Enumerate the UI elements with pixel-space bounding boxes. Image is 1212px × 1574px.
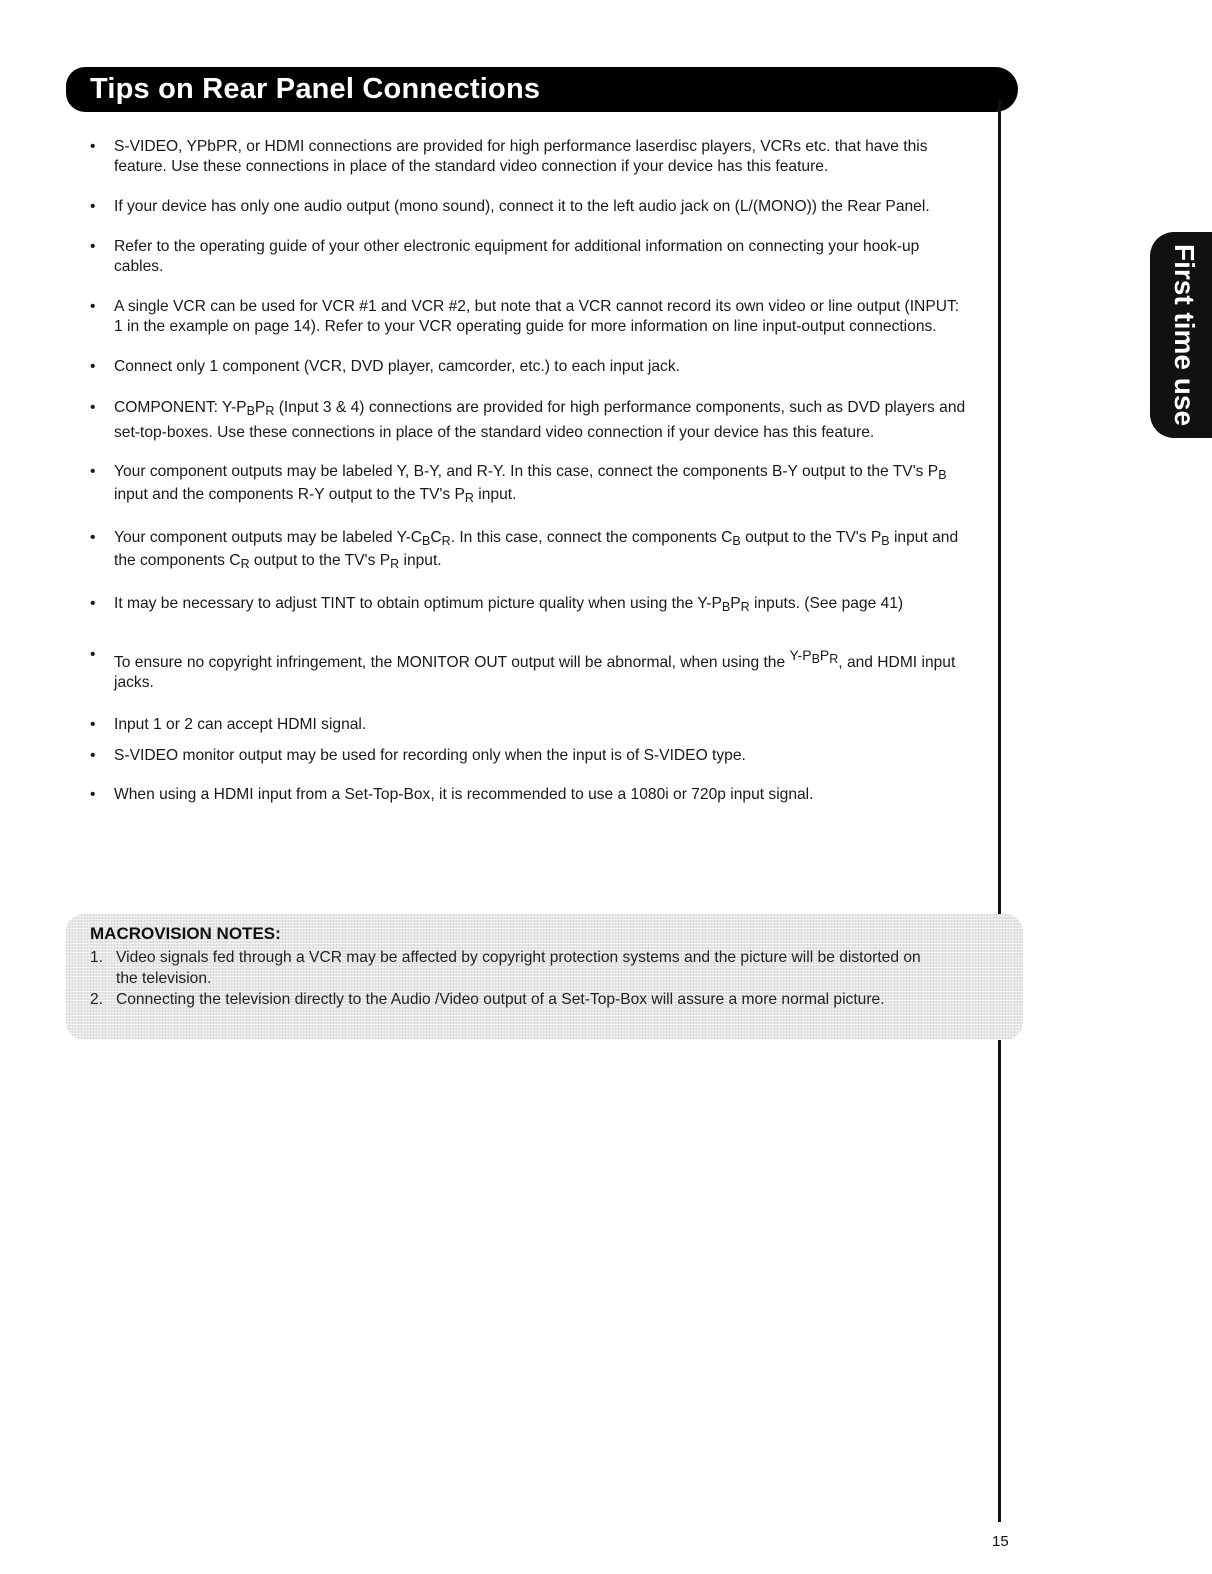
tip-item: • To ensure no copyright infringement, the MONITOR OUT output will be abnormal, when using the Y-PBPR, and HDMI input jacks. xyxy=(90,645,970,693)
side-tab-label: First time use xyxy=(1169,243,1200,427)
vertical-rule xyxy=(998,100,1001,1522)
tip-item: • S-VIDEO, YPbPR, or HDMI connections are provided for high performance laserdisc players, VCRs etc. that have this feature. Use these connections in place of the standard video connection if your device has this feature. xyxy=(90,137,970,177)
notes-title: MACROVISION NOTES: xyxy=(90,924,281,943)
tip-item: • Input 1 or 2 can accept HDMI signal. xyxy=(90,715,970,735)
tip-item: • Connect only 1 component (VCR, DVD player, camcorder, etc.) to each input jack. xyxy=(90,357,970,377)
tip-item: • Your component outputs may be labeled Y, B-Y, and R-Y. In this case, connect the components B-Y output to the TV's $P_B$ input and the components R-Y output to the TV's $P_R$ input. xyxy=(90,462,970,508)
tip-item: • If your device has only one audio output (mono sound), connect it to the left audio jack on (L/(MONO)) the Rear Panel. xyxy=(90,197,970,217)
tip-item: • Refer to the operating guide of your other electronic equipment for additional information on connecting your hook-up cables. xyxy=(90,237,970,277)
page-number: 15 xyxy=(992,1533,1009,1550)
note-item xyxy=(90,947,930,989)
note-text: Video signals fed through a VCR may be affected by copyright protection systems and the picture will be distorted on the television. xyxy=(116,949,921,987)
tip-item: • A single VCR can be used for VCR #1 and VCR #2, but note that a VCR cannot record its own video or line output (INPUT: 1 in the example on page 14). Refer to your VCR operating guide for more information on line input-output connections. xyxy=(90,297,970,337)
page-title: Tips on Rear Panel Connections xyxy=(90,73,541,105)
note-number: 2. xyxy=(90,991,104,1008)
tip-item: • Your component outputs may be labeled $Y-C_BC_R$. In this case, connect the components $C_B$ output to the TV's $P_B$ input and the components $C_R$ output to the TV's $P_R$ input. xyxy=(90,528,970,574)
tips-list xyxy=(90,137,970,805)
note-number: 1. xyxy=(90,949,104,966)
note-item xyxy=(90,989,930,1010)
tip-item: • COMPONENT: $Y-P_BP_R$ (Input 3 & 4) connections are provided for high performance components, such as DVD players and set-top-boxes. Use these connections in place of the standard video connection if your device has this feature. xyxy=(90,397,970,444)
note-text: Connecting the television directly to the Audio /Video output of a Set-Top-Box will assure a more normal picture. xyxy=(116,991,885,1008)
tip-item: • When using a HDMI input from a Set-Top-Box, it is recommended to use a 1080i or 720p input signal. xyxy=(90,785,970,805)
tip-item: • S-VIDEO monitor output may be used for recording only when the input is of S-VIDEO type. xyxy=(90,746,970,766)
tip-item: • It may be necessary to adjust TINT to obtain optimum picture quality when using the $Y-P_BP_R$ inputs. (See page 41) xyxy=(90,594,970,617)
